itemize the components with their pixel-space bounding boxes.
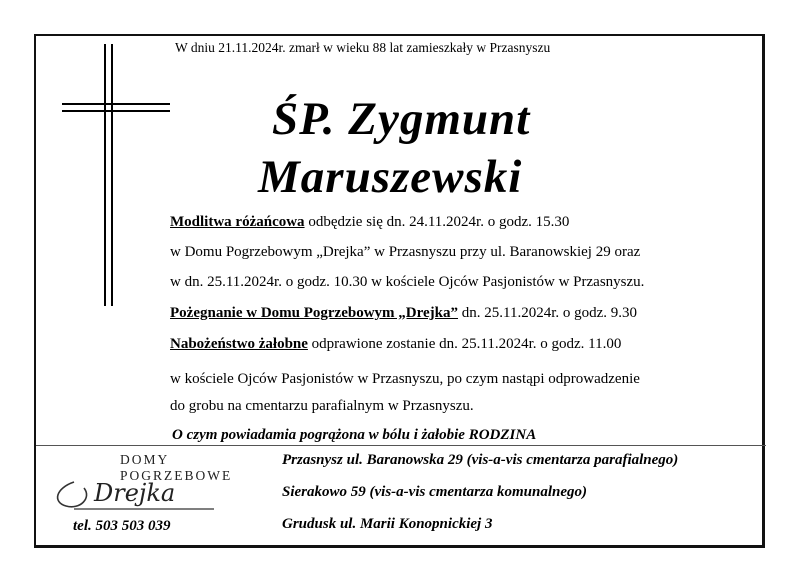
rosary-label: Modlitwa różańcowa bbox=[170, 214, 305, 230]
deceased-name-line1: ŚP. Zygmunt bbox=[272, 93, 531, 145]
logo-script: Drejka bbox=[94, 479, 176, 507]
farewell-label: Pożegnanie w Domu Pogrzebowym „Drejka” bbox=[170, 305, 459, 321]
mass-label: Nabożeństwo żałobne bbox=[170, 336, 308, 352]
divider bbox=[36, 445, 766, 446]
closing-text: O czym powiadamia pogrążona w bólu i żałobie RODZINA bbox=[172, 427, 537, 443]
rosary-text: odbędzie się dn. 24.11.2024r. o godz. 15.30 bbox=[304, 214, 570, 230]
mass-line2: w kościele Ojców Pasjonistów w Przasnyszu, po czym nastąpi odprowadzenie bbox=[170, 371, 640, 387]
address-grudusk: Grudusk ul. Marii Konopnickiej 3 bbox=[282, 516, 493, 532]
logo-line1: DOMY bbox=[120, 452, 170, 467]
logo-line2: POGRZEBOWE bbox=[120, 468, 233, 483]
death-intro-text: W dniu 21.11.2024r. zmarł w wieku 88 lat zamieszkały w Przasnyszu bbox=[175, 40, 551, 55]
mass-line3: do grobu na cmentarzu parafialnym w Przasnyszu. bbox=[170, 398, 474, 414]
mass-text: odprawione zostanie dn. 25.11.2024r. o godz. 11.00 bbox=[307, 336, 622, 352]
funeral-home-logo bbox=[44, 452, 233, 512]
rosary-line2: w Domu Pogrzebowym „Drejka” w Przasnyszu przy ul. Baranowskiej 29 oraz bbox=[170, 244, 641, 260]
logo-swash-icon bbox=[44, 452, 224, 512]
rosary-line bbox=[170, 214, 569, 231]
farewell-text: dn. 25.11.2024r. o godz. 9.30 bbox=[458, 305, 638, 321]
address-przasnysz: Przasnysz ul. Baranowska 29 (vis-a-vis cmentarza parafialnego) bbox=[282, 452, 679, 468]
mass-line bbox=[170, 336, 621, 353]
deceased-name-line2: Maruszewski bbox=[258, 151, 523, 203]
address-sierakowo: Sierakowo 59 (vis-a-vis cmentarza komunalnego) bbox=[282, 484, 588, 500]
phone-number: tel. 503 503 039 bbox=[73, 518, 171, 534]
farewell-line bbox=[170, 305, 637, 322]
rosary-line3: w dn. 25.11.2024r. o godz. 10.30 w kościele Ojców Pasjonistów w Przasnyszu. bbox=[170, 274, 645, 290]
